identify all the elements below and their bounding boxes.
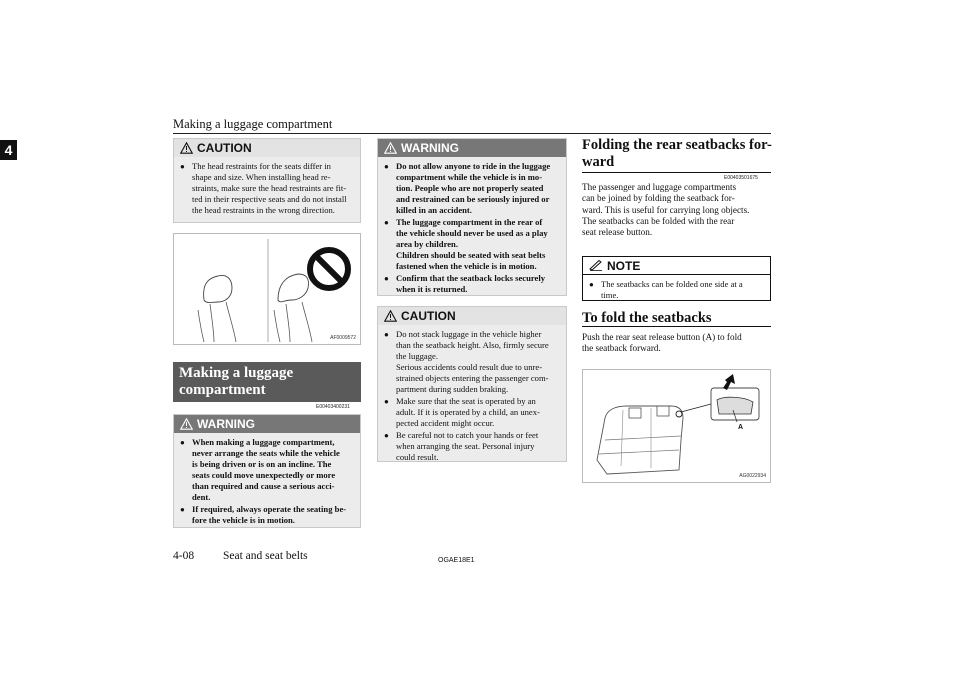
bullet-line: ● The luggage compartment in the rear of (396, 217, 543, 227)
section-title-line: Making a luggage (179, 365, 294, 381)
bullet-item (384, 273, 560, 295)
footer-section: Seat and seat belts (223, 550, 308, 562)
section-title-line: compartment (179, 382, 266, 398)
bullet-line: the head restraints in the wrong direction. (192, 205, 335, 215)
bullet-line: ● If required, always operate the seating be- (192, 504, 347, 514)
bullet-item (180, 161, 354, 216)
document-code: OGAE18E1 (438, 557, 475, 564)
bullet-line: ● Be careful not to catch your hands or feet (396, 430, 539, 440)
warning-label: WARNING (197, 417, 255, 431)
caution-header (378, 307, 566, 325)
bullet-line: straints, make sure the head restraints are fit- (192, 183, 347, 193)
bullet-line: is being driven or is on an incline. The (192, 459, 332, 469)
caution-header (174, 139, 360, 157)
bullet-item (180, 504, 354, 526)
note-label: NOTE (607, 258, 641, 273)
prohibited-icon (310, 250, 348, 288)
paragraph-line: ward. This is useful for carrying long objects. (582, 204, 750, 215)
head-restraint-illustration (174, 234, 361, 345)
bullet-line: adult. If it is operated by a child, an unex- (396, 407, 540, 417)
bullet-line: the luggage. (396, 351, 438, 361)
heading-line: Folding the rear seatbacks for- (582, 137, 772, 153)
paragraph-line: The seatbacks can be folded with the rear (582, 215, 735, 226)
note-list (583, 275, 770, 307)
bullet-line: and restrained can be seriously injured or (396, 194, 550, 204)
paragraph-line: The passenger and luggage compartments (582, 182, 737, 192)
heading-rule (582, 326, 771, 327)
bullet-item (384, 430, 560, 463)
bullet-item (180, 437, 354, 503)
note-pencil-icon (589, 260, 603, 271)
bullet-item (384, 329, 560, 395)
warning-triangle-icon (180, 142, 193, 154)
bullet-line: ● Confirm that the seatback locks securely (396, 273, 546, 283)
heading-code: E00403501675 (724, 175, 758, 181)
bullet-line: fore the vehicle is in motion. (192, 515, 295, 525)
left-warning-box (173, 414, 361, 528)
bullet-item (384, 217, 560, 272)
caution-label: CAUTION (401, 309, 456, 323)
bullet-line: dent. (192, 492, 211, 502)
bullet-line: partment during sudden braking. (396, 384, 509, 394)
bullet-line: ● Do not allow anyone to ride in the luggage (396, 161, 551, 171)
bullet-line: ● The head restraints for the seats differ in (192, 161, 331, 171)
running-header: Making a luggage compartment (173, 117, 333, 131)
warning-header (378, 139, 566, 157)
bullet-item (384, 161, 560, 216)
bullet-line: than the seatback height. Also, firmly secure (396, 340, 549, 350)
fold-seatbacks-heading: To fold the seatbacks (582, 310, 712, 326)
section-banner (173, 362, 361, 402)
bullet-line: seats could move unexpectedly or more (192, 470, 336, 480)
bullet-line: strained objects entering the passenger com- (396, 373, 549, 383)
paragraph-line: seat release button. (582, 227, 653, 238)
bullet-line: when it is returned. (396, 284, 468, 294)
warning-triangle-icon (180, 418, 193, 430)
bullet-line: time. (601, 290, 619, 300)
paragraph-line: Push the rear seat release button (A) to fold (582, 332, 742, 342)
bullet-line: pected accident might occur. (396, 418, 495, 428)
bullet-line: tion. People who are not properly seated (396, 183, 544, 193)
paragraph-line: can be joined by folding the seatback for- (582, 193, 735, 204)
figure-code: AG0022934 (739, 473, 766, 479)
warning-triangle-icon (384, 310, 397, 322)
bullet-line: Children should be seated with seat belts (396, 250, 546, 260)
caution-label: CAUTION (197, 141, 252, 155)
bullet-line: shape and size. When installing head re- (192, 172, 331, 182)
bullet-line: area by children. (396, 239, 458, 249)
note-header (583, 257, 770, 275)
bullet-line: ● When making a luggage compartment, (192, 437, 335, 447)
bullet-line: compartment while the vehicle is in mo- (396, 172, 543, 182)
head-restraint-figure (173, 233, 361, 345)
figure-code: AF0009572 (330, 335, 356, 341)
left-caution-list (174, 157, 360, 222)
chapter-tab: 4 (0, 140, 17, 160)
paragraph-line: the seatback forward. (582, 343, 661, 354)
instruction-paragraph (582, 332, 771, 355)
intro-paragraph (582, 182, 771, 238)
bullet-line: never arrange the seats while the vehicle (192, 448, 340, 458)
bullet-line: ted in their respective seats and do not install (192, 194, 347, 204)
left-caution-box (173, 138, 361, 223)
bullet-line: killed in an accident. (396, 205, 472, 215)
bullet-line: ● The seatbacks can be folded one side at a (601, 279, 743, 289)
warning-label: WARNING (401, 141, 459, 155)
middle-warning-box (377, 138, 567, 296)
warning-header (174, 415, 360, 433)
heading-line: ward (582, 154, 615, 170)
bullet-line: the vehicle should never be used as a play (396, 228, 548, 238)
note-box (582, 256, 771, 301)
section-code: E00403400231 (316, 404, 350, 410)
middle-caution-box (377, 306, 567, 462)
bullet-line: could result. (396, 452, 439, 462)
bullet-item (589, 279, 764, 301)
bullet-line: Serious accidents could result due to unre- (396, 362, 543, 372)
bullet-item (384, 396, 560, 429)
heading-rule (582, 172, 771, 173)
middle-warning-list (378, 157, 566, 301)
callout-a-label: A (738, 424, 744, 431)
header-rule (173, 133, 771, 134)
middle-caution-list (378, 325, 566, 469)
page-number: 4-08 (173, 550, 195, 562)
folding-heading (582, 137, 772, 171)
bullet-line: ● Do not stack luggage in the vehicle higher (396, 329, 542, 339)
seat-release-figure (582, 369, 771, 483)
bullet-line: when arranging the seat. Personal injury (396, 441, 535, 451)
bullet-line: ● Make sure that the seat is operated by an (396, 396, 536, 406)
left-warning-list (174, 433, 360, 532)
bullet-line: than required and cause a serious acci- (192, 481, 335, 491)
bullet-line: fastened when the vehicle is in motion. (396, 261, 537, 271)
warning-triangle-icon (384, 142, 397, 154)
